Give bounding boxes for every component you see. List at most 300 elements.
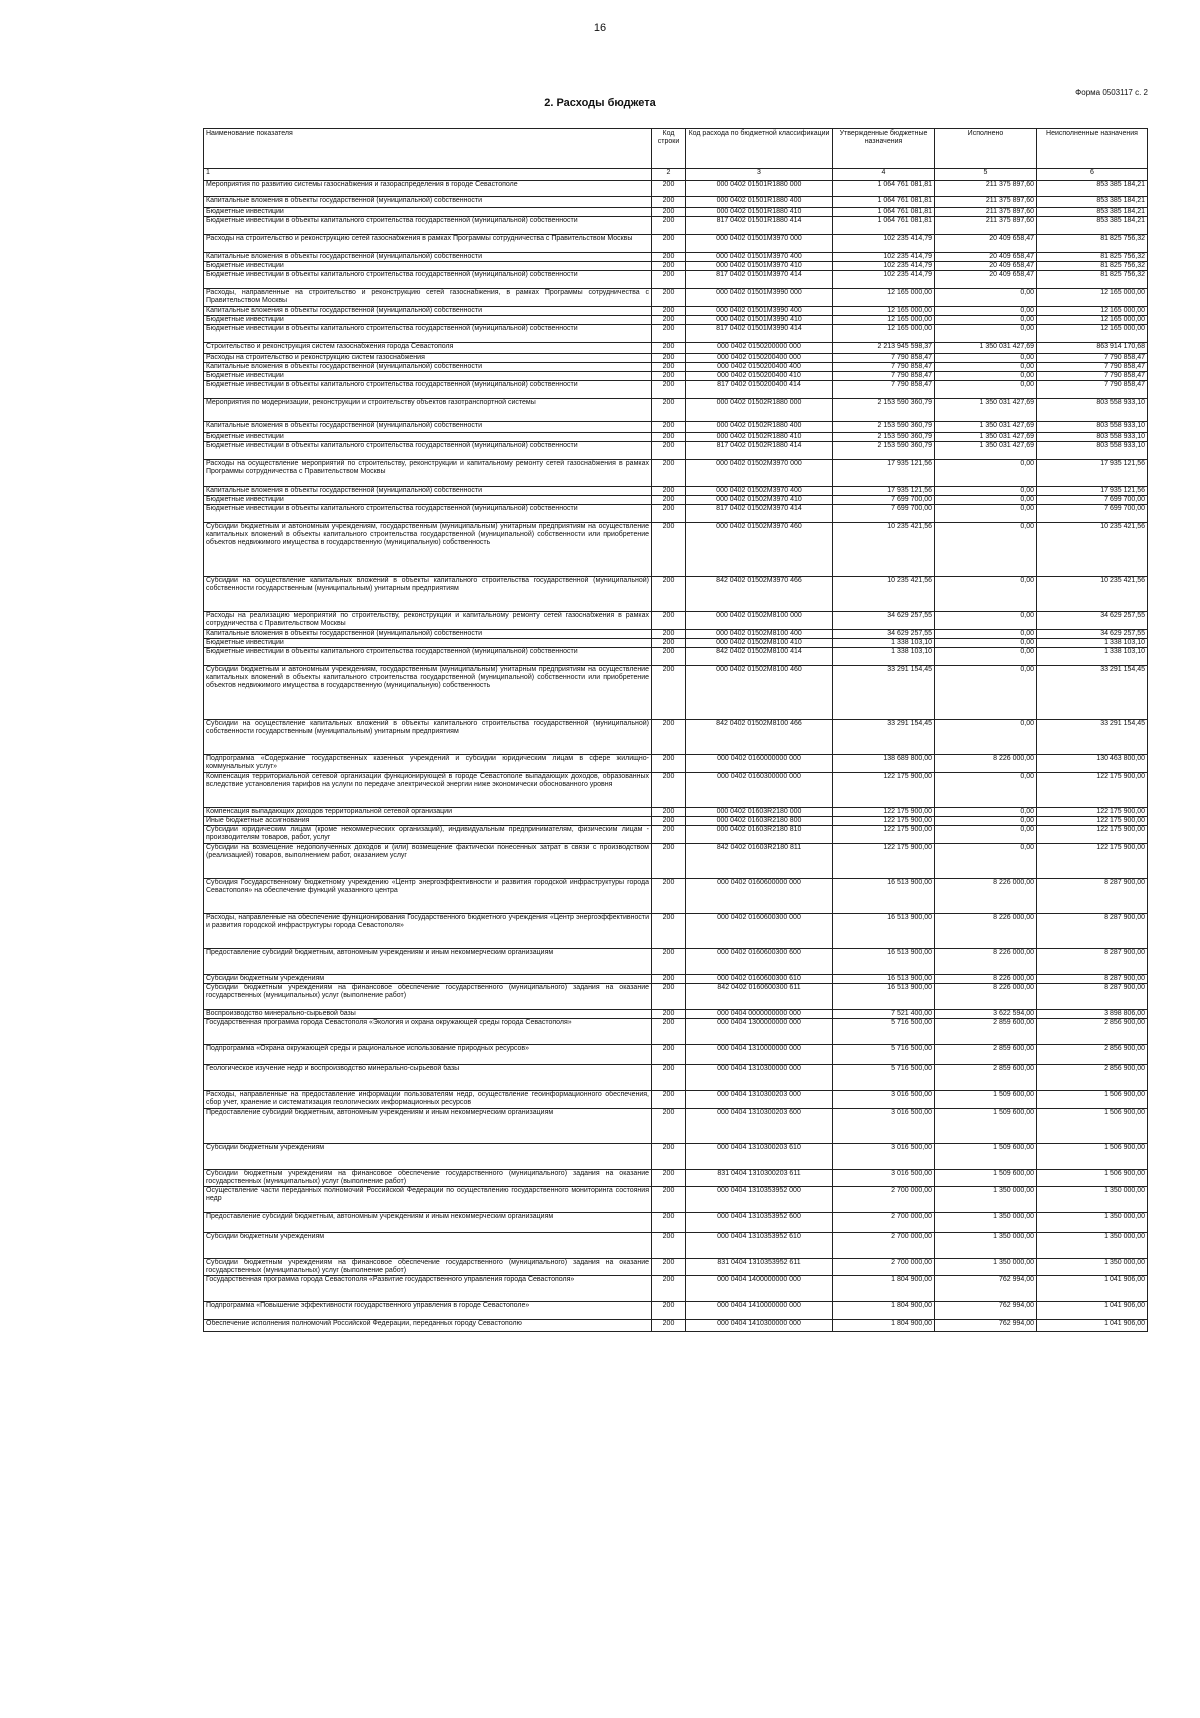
row-name: Подпрограмма «Охрана окружающей среды и рациональное использование природных ресурсов» bbox=[204, 1045, 652, 1065]
table-row bbox=[204, 307, 1148, 316]
row-approved: 16 513 900,00 bbox=[833, 879, 935, 914]
row-remaining: 2 856 900,00 bbox=[1037, 1019, 1148, 1045]
row-executed: 762 994,00 bbox=[935, 1276, 1037, 1302]
row-approved: 2 153 590 360,79 bbox=[833, 433, 935, 442]
row-name: Геологическое изучение недр и воспроизводство минерально-сырьевой базы bbox=[204, 1065, 652, 1091]
row-executed: 0,00 bbox=[935, 381, 1037, 399]
row-executed: 0,00 bbox=[935, 639, 1037, 648]
row-approved: 7 521 400,00 bbox=[833, 1010, 935, 1019]
column-number: 1 bbox=[204, 169, 652, 181]
row-remaining: 130 463 800,00 bbox=[1037, 755, 1148, 773]
row-remaining: 1 350 000,00 bbox=[1037, 1233, 1148, 1259]
row-approved: 122 175 900,00 bbox=[833, 844, 935, 879]
row-executed: 2 859 600,00 bbox=[935, 1045, 1037, 1065]
row-line-code: 200 bbox=[652, 879, 686, 914]
row-classification-code: 000 0402 01501M3990 410 bbox=[686, 316, 833, 325]
column-number: 4 bbox=[833, 169, 935, 181]
row-approved: 1 064 761 081,81 bbox=[833, 208, 935, 217]
row-remaining: 1 350 000,00 bbox=[1037, 1213, 1148, 1233]
row-line-code: 200 bbox=[652, 307, 686, 316]
row-remaining: 12 165 000,00 bbox=[1037, 289, 1148, 307]
row-classification-code: 000 0402 0160000000 000 bbox=[686, 755, 833, 773]
row-remaining: 81 825 756,32 bbox=[1037, 253, 1148, 262]
row-classification-code: 000 0402 01502R1880 400 bbox=[686, 422, 833, 433]
row-classification-code: 817 0402 01502M3970 414 bbox=[686, 505, 833, 523]
page-title: 2. Расходы бюджета bbox=[544, 97, 656, 109]
row-executed: 0,00 bbox=[935, 496, 1037, 505]
column-number: 5 bbox=[935, 169, 1037, 181]
row-remaining: 803 558 933,10 bbox=[1037, 399, 1148, 422]
row-classification-code: 000 0402 01603R2180 800 bbox=[686, 817, 833, 826]
row-line-code: 200 bbox=[652, 523, 686, 577]
row-executed: 0,00 bbox=[935, 354, 1037, 363]
row-remaining: 81 825 756,32 bbox=[1037, 271, 1148, 289]
row-name: Расходы на строительство и реконструкцию сетей газоснабжения в рамках Программы сотрудничества с Правительством Москвы bbox=[204, 235, 652, 253]
table-row bbox=[204, 433, 1148, 442]
row-approved: 1 804 900,00 bbox=[833, 1302, 935, 1320]
table-row bbox=[204, 914, 1148, 949]
header-classification-code: Код расхода по бюджетной классификации bbox=[686, 129, 833, 169]
row-remaining: 7 790 858,47 bbox=[1037, 354, 1148, 363]
row-classification-code: 842 0402 01502M8100 414 bbox=[686, 648, 833, 666]
row-classification-code: 000 0402 01501R1880 000 bbox=[686, 181, 833, 197]
row-remaining: 34 629 257,55 bbox=[1037, 630, 1148, 639]
row-classification-code: 000 0404 1300000000 000 bbox=[686, 1019, 833, 1045]
row-line-code: 200 bbox=[652, 181, 686, 197]
table-row bbox=[204, 523, 1148, 577]
row-classification-code: 817 0402 01502R1880 414 bbox=[686, 442, 833, 460]
row-name: Бюджетные инвестиции в объекты капитального строительства государственной (муниципальной) собственности bbox=[204, 442, 652, 460]
row-executed: 1 350 031 427,69 bbox=[935, 422, 1037, 433]
row-executed: 211 375 897,60 bbox=[935, 217, 1037, 235]
row-remaining: 1 041 906,00 bbox=[1037, 1276, 1148, 1302]
row-executed: 211 375 897,60 bbox=[935, 208, 1037, 217]
row-remaining: 7 790 858,47 bbox=[1037, 363, 1148, 372]
table-row bbox=[204, 844, 1148, 879]
row-name: Субсидии бюджетным и автономным учреждениям, государственным (муниципальным) унитарным предприятиям на осуществление капитальных вложений в объекты капитального строительства государственной (муниципальной) собственности или приобретение объектов недвижимого имущества в государственную (муниципальную) собственность bbox=[204, 523, 652, 577]
row-name: Предоставление субсидий бюджетным, автономным учреждениям и иным некоммерческим организациям bbox=[204, 1109, 652, 1144]
row-executed: 3 622 594,00 bbox=[935, 1010, 1037, 1019]
row-remaining: 1 506 900,00 bbox=[1037, 1144, 1148, 1170]
row-name: Бюджетные инвестиции в объекты капитального строительства государственной (муниципальной) собственности bbox=[204, 648, 652, 666]
row-classification-code: 000 0404 1410000000 000 bbox=[686, 1302, 833, 1320]
row-line-code: 200 bbox=[652, 1233, 686, 1259]
row-approved: 12 165 000,00 bbox=[833, 316, 935, 325]
row-executed: 1 350 031 427,69 bbox=[935, 433, 1037, 442]
row-classification-code: 000 0402 01502M3970 410 bbox=[686, 496, 833, 505]
row-line-code: 200 bbox=[652, 496, 686, 505]
row-name: Субсидии бюджетным и автономным учреждениям, государственным (муниципальным) унитарным предприятиям на осуществление капитальных вложений в объекты капитального строительства государственной (муниципальной) собственности или приобретение объектов недвижимого имущества в государственную (муниципальную) собственность bbox=[204, 666, 652, 720]
table-row bbox=[204, 1276, 1148, 1302]
row-name: Государственная программа города Севастополя «Развитие государственного управления города Севастополя» bbox=[204, 1276, 652, 1302]
table-row bbox=[204, 720, 1148, 755]
row-line-code: 200 bbox=[652, 422, 686, 433]
row-line-code: 200 bbox=[652, 505, 686, 523]
row-classification-code: 000 0402 01501M3990 400 bbox=[686, 307, 833, 316]
table-row bbox=[204, 208, 1148, 217]
row-approved: 1 804 900,00 bbox=[833, 1276, 935, 1302]
row-line-code: 200 bbox=[652, 1109, 686, 1144]
row-classification-code: 000 0402 01502M8100 000 bbox=[686, 612, 833, 630]
row-name: Предоставление субсидий бюджетным, автономным учреждениям и иным некоммерческим организациям bbox=[204, 1213, 652, 1233]
row-approved: 122 175 900,00 bbox=[833, 817, 935, 826]
row-remaining: 853 385 184,21 bbox=[1037, 181, 1148, 197]
table-header-row bbox=[204, 129, 1148, 169]
row-name: Субсидии бюджетным учреждениям на финансовое обеспечение государственного (муниципального) задания на оказание государственных (муниципальных) услуг (выполнение работ) bbox=[204, 1259, 652, 1276]
row-remaining: 33 291 154,45 bbox=[1037, 720, 1148, 755]
row-classification-code: 000 0404 1310300203 000 bbox=[686, 1091, 833, 1109]
row-remaining: 34 629 257,55 bbox=[1037, 612, 1148, 630]
row-classification-code: 000 0402 01603R2180 000 bbox=[686, 808, 833, 817]
row-line-code: 200 bbox=[652, 235, 686, 253]
row-line-code: 200 bbox=[652, 1302, 686, 1320]
row-line-code: 200 bbox=[652, 630, 686, 639]
row-remaining: 1 350 000,00 bbox=[1037, 1259, 1148, 1276]
row-classification-code: 842 0402 0160600300 611 bbox=[686, 984, 833, 1010]
row-classification-code: 000 0402 01502M3970 400 bbox=[686, 487, 833, 496]
row-executed: 0,00 bbox=[935, 460, 1037, 487]
row-executed: 20 409 658,47 bbox=[935, 271, 1037, 289]
row-name: Бюджетные инвестиции в объекты капитального строительства государственной (муниципальной) собственности bbox=[204, 271, 652, 289]
row-line-code: 200 bbox=[652, 372, 686, 381]
row-remaining: 1 506 900,00 bbox=[1037, 1091, 1148, 1109]
row-name: Компенсация территориальной сетевой организации функционирующей в городе Севастополе выпадающих доходов, образованных вследствие установления тарифов на услуги по передаче электрической энергии ниже экономически обоснованного уровня bbox=[204, 773, 652, 808]
table-row bbox=[204, 325, 1148, 343]
page-number: 16 bbox=[593, 22, 607, 34]
row-line-code: 200 bbox=[652, 399, 686, 422]
row-executed: 0,00 bbox=[935, 505, 1037, 523]
header-indicator-name: Наименование показателя bbox=[204, 129, 652, 169]
row-remaining: 803 558 933,10 bbox=[1037, 433, 1148, 442]
table-row bbox=[204, 1065, 1148, 1091]
row-remaining: 2 856 900,00 bbox=[1037, 1045, 1148, 1065]
row-executed: 762 994,00 bbox=[935, 1320, 1037, 1332]
row-remaining: 17 935 121,56 bbox=[1037, 460, 1148, 487]
table-row bbox=[204, 399, 1148, 422]
row-line-code: 200 bbox=[652, 666, 686, 720]
row-classification-code: 000 0404 1410300000 000 bbox=[686, 1320, 833, 1332]
row-remaining: 1 041 906,00 bbox=[1037, 1320, 1148, 1332]
row-approved: 2 153 590 360,79 bbox=[833, 399, 935, 422]
row-classification-code: 842 0402 01502M3970 466 bbox=[686, 577, 833, 612]
row-line-code: 200 bbox=[652, 826, 686, 844]
row-name: Бюджетные инвестиции bbox=[204, 262, 652, 271]
row-name: Бюджетные инвестиции в объекты капитального строительства государственной (муниципальной) собственности bbox=[204, 217, 652, 235]
row-name: Осуществление части переданных полномочий Российской Федерации по осуществлению государственного мониторинга состояния недр bbox=[204, 1187, 652, 1213]
table-row bbox=[204, 975, 1148, 984]
row-remaining: 803 558 933,10 bbox=[1037, 442, 1148, 460]
row-name: Мероприятия по развитию системы газоснабжения и газораспределения в городе Севастополе bbox=[204, 181, 652, 197]
row-line-code: 200 bbox=[652, 1259, 686, 1276]
row-classification-code: 842 0402 01603R2180 811 bbox=[686, 844, 833, 879]
row-classification-code: 000 0402 0150200400 410 bbox=[686, 372, 833, 381]
row-line-code: 200 bbox=[652, 720, 686, 755]
row-executed: 211 375 897,60 bbox=[935, 181, 1037, 197]
table-row bbox=[204, 217, 1148, 235]
row-name: Воспроизводство минерально-сырьевой базы bbox=[204, 1010, 652, 1019]
row-line-code: 200 bbox=[652, 1091, 686, 1109]
row-name: Капитальные вложения в объекты государственной (муниципальной) собственности bbox=[204, 197, 652, 208]
table-row bbox=[204, 648, 1148, 666]
row-classification-code: 000 0402 01502M3970 460 bbox=[686, 523, 833, 577]
column-number: 3 bbox=[686, 169, 833, 181]
row-line-code: 200 bbox=[652, 1065, 686, 1091]
table-row bbox=[204, 1010, 1148, 1019]
row-approved: 1 064 761 081,81 bbox=[833, 217, 935, 235]
row-line-code: 200 bbox=[652, 271, 686, 289]
row-executed: 0,00 bbox=[935, 826, 1037, 844]
row-name: Обеспечение исполнения полномочий Российской Федерации, переданных городу Севастополю bbox=[204, 1320, 652, 1332]
row-executed: 1 350 000,00 bbox=[935, 1233, 1037, 1259]
row-remaining: 1 506 900,00 bbox=[1037, 1109, 1148, 1144]
row-executed: 1 509 600,00 bbox=[935, 1109, 1037, 1144]
row-line-code: 200 bbox=[652, 817, 686, 826]
row-executed: 0,00 bbox=[935, 612, 1037, 630]
row-executed: 0,00 bbox=[935, 648, 1037, 666]
row-line-code: 200 bbox=[652, 208, 686, 217]
table-row bbox=[204, 773, 1148, 808]
table-row bbox=[204, 755, 1148, 773]
row-classification-code: 000 0402 01501M3990 000 bbox=[686, 289, 833, 307]
table-row bbox=[204, 1213, 1148, 1233]
row-classification-code: 000 0402 0160600300 000 bbox=[686, 914, 833, 949]
row-approved: 1 804 900,00 bbox=[833, 1320, 935, 1332]
row-approved: 5 716 500,00 bbox=[833, 1019, 935, 1045]
table-row bbox=[204, 639, 1148, 648]
row-name: Расходы, направленные на предоставление информации пользователям недр, осуществление геоинформационного обеспечения, сбор учет, хранение и систематизация геологических информационных ресурсов bbox=[204, 1091, 652, 1109]
table-row bbox=[204, 505, 1148, 523]
row-remaining: 853 385 184,21 bbox=[1037, 208, 1148, 217]
row-name: Строительство и реконструкция систем газоснабжения города Севастополя bbox=[204, 343, 652, 354]
row-classification-code: 000 0402 01502R1880 000 bbox=[686, 399, 833, 422]
row-name: Бюджетные инвестиции в объекты капитального строительства государственной (муниципальной) собственности bbox=[204, 381, 652, 399]
row-remaining: 8 287 900,00 bbox=[1037, 975, 1148, 984]
row-classification-code: 000 0404 1310300203 610 bbox=[686, 1144, 833, 1170]
row-remaining: 1 338 103,10 bbox=[1037, 648, 1148, 666]
table-row bbox=[204, 496, 1148, 505]
row-approved: 1 064 761 081,81 bbox=[833, 197, 935, 208]
table-row bbox=[204, 817, 1148, 826]
row-classification-code: 000 0402 01501R1880 400 bbox=[686, 197, 833, 208]
row-remaining: 122 175 900,00 bbox=[1037, 773, 1148, 808]
table-row bbox=[204, 1109, 1148, 1144]
column-number-row bbox=[204, 169, 1148, 181]
row-approved: 1 338 103,10 bbox=[833, 648, 935, 666]
row-classification-code: 000 0404 1310353952 000 bbox=[686, 1187, 833, 1213]
row-executed: 211 375 897,60 bbox=[935, 197, 1037, 208]
row-name: Капитальные вложения в объекты государственной (муниципальной) собственности bbox=[204, 253, 652, 262]
row-name: Бюджетные инвестиции bbox=[204, 316, 652, 325]
row-approved: 5 716 500,00 bbox=[833, 1065, 935, 1091]
row-line-code: 200 bbox=[652, 577, 686, 612]
table-row bbox=[204, 197, 1148, 208]
row-remaining: 8 287 900,00 bbox=[1037, 914, 1148, 949]
row-remaining: 8 287 900,00 bbox=[1037, 949, 1148, 975]
row-name: Субсидии бюджетным учреждениям bbox=[204, 1144, 652, 1170]
row-name: Субсидия Государственному бюджетному учреждению «Центр энергоэффективности и развития городской инфраструктуры города Севастополя» на обеспечение функций указанного центра bbox=[204, 879, 652, 914]
row-name: Субсидии на осуществление капитальных вложений в объекты капитального строительства государственной (муниципальной) собственности государственным (муниципальным) унитарным предприятиям bbox=[204, 720, 652, 755]
row-line-code: 200 bbox=[652, 433, 686, 442]
column-number: 6 bbox=[1037, 169, 1148, 181]
row-approved: 2 153 590 360,79 bbox=[833, 442, 935, 460]
row-classification-code: 000 0402 01502M8100 400 bbox=[686, 630, 833, 639]
row-approved: 122 175 900,00 bbox=[833, 826, 935, 844]
row-approved: 34 629 257,55 bbox=[833, 612, 935, 630]
row-classification-code: 000 0404 1310300000 000 bbox=[686, 1065, 833, 1091]
column-number: 2 bbox=[652, 169, 686, 181]
table-row bbox=[204, 372, 1148, 381]
table-row bbox=[204, 1320, 1148, 1332]
table-row bbox=[204, 1233, 1148, 1259]
row-executed: 0,00 bbox=[935, 523, 1037, 577]
row-classification-code: 000 0402 0150200000 000 bbox=[686, 343, 833, 354]
row-classification-code: 817 0402 01501M3990 414 bbox=[686, 325, 833, 343]
table-row bbox=[204, 577, 1148, 612]
row-approved: 33 291 154,45 bbox=[833, 666, 935, 720]
row-approved: 10 235 421,56 bbox=[833, 577, 935, 612]
row-name: Расходы на реализацию мероприятий по строительству, реконструкции и капитальному ремонту сетей газоснабжения в рамках сотрудничества с Правительством Москвы bbox=[204, 612, 652, 630]
row-executed: 0,00 bbox=[935, 720, 1037, 755]
row-line-code: 200 bbox=[652, 442, 686, 460]
row-line-code: 200 bbox=[652, 984, 686, 1010]
row-approved: 2 153 590 360,79 bbox=[833, 422, 935, 433]
row-name: Субсидии на осуществление капитальных вложений в объекты капитального строительства государственной (муниципальной) собственности государственным (муниципальным) унитарным предприятиям bbox=[204, 577, 652, 612]
header-executed: Исполнено bbox=[935, 129, 1037, 169]
row-line-code: 200 bbox=[652, 844, 686, 879]
row-classification-code: 000 0402 01502M8100 460 bbox=[686, 666, 833, 720]
row-line-code: 200 bbox=[652, 1019, 686, 1045]
row-line-code: 200 bbox=[652, 914, 686, 949]
row-approved: 3 016 500,00 bbox=[833, 1170, 935, 1187]
row-name: Подпрограмма «Повышение эффективности государственного управления в городе Севастополе» bbox=[204, 1302, 652, 1320]
row-line-code: 200 bbox=[652, 354, 686, 363]
row-executed: 8 226 000,00 bbox=[935, 914, 1037, 949]
row-executed: 0,00 bbox=[935, 577, 1037, 612]
row-classification-code: 000 0402 01501M3970 400 bbox=[686, 253, 833, 262]
row-classification-code: 000 0402 01501R1880 410 bbox=[686, 208, 833, 217]
row-classification-code: 817 0402 01501M3970 414 bbox=[686, 271, 833, 289]
row-remaining: 863 914 170,68 bbox=[1037, 343, 1148, 354]
row-executed: 0,00 bbox=[935, 316, 1037, 325]
row-executed: 0,00 bbox=[935, 808, 1037, 817]
row-classification-code: 842 0402 01502M8100 466 bbox=[686, 720, 833, 755]
table-row bbox=[204, 1302, 1148, 1320]
row-approved: 138 689 800,00 bbox=[833, 755, 935, 773]
row-executed: 8 226 000,00 bbox=[935, 949, 1037, 975]
table-body bbox=[204, 181, 1148, 1332]
row-approved: 7 699 700,00 bbox=[833, 505, 935, 523]
row-approved: 3 016 500,00 bbox=[833, 1109, 935, 1144]
table-row bbox=[204, 630, 1148, 639]
row-classification-code: 000 0404 1310353952 610 bbox=[686, 1233, 833, 1259]
row-approved: 102 235 414,79 bbox=[833, 262, 935, 271]
row-executed: 8 226 000,00 bbox=[935, 879, 1037, 914]
row-approved: 7 790 858,47 bbox=[833, 363, 935, 372]
row-executed: 1 509 600,00 bbox=[935, 1091, 1037, 1109]
row-name: Капитальные вложения в объекты государственной (муниципальной) собственности bbox=[204, 363, 652, 372]
row-classification-code: 000 0404 1310300203 600 bbox=[686, 1109, 833, 1144]
row-executed: 1 350 000,00 bbox=[935, 1259, 1037, 1276]
row-name: Расходы на строительство и реконструкцию систем газоснабжения bbox=[204, 354, 652, 363]
expenditure-table bbox=[203, 128, 1148, 1332]
table-row bbox=[204, 826, 1148, 844]
table-row bbox=[204, 354, 1148, 363]
row-classification-code: 000 0402 01502M8100 410 bbox=[686, 639, 833, 648]
row-name: Бюджетные инвестиции bbox=[204, 372, 652, 381]
row-executed: 8 226 000,00 bbox=[935, 975, 1037, 984]
row-executed: 1 350 031 427,69 bbox=[935, 399, 1037, 422]
row-approved: 16 513 900,00 bbox=[833, 975, 935, 984]
row-remaining: 8 287 900,00 bbox=[1037, 984, 1148, 1010]
table-row bbox=[204, 808, 1148, 817]
row-remaining: 803 558 933,10 bbox=[1037, 422, 1148, 433]
header-approved: Утвержденные бюджетные назначения bbox=[833, 129, 935, 169]
row-remaining: 122 175 900,00 bbox=[1037, 817, 1148, 826]
row-line-code: 200 bbox=[652, 1144, 686, 1170]
row-remaining: 12 165 000,00 bbox=[1037, 316, 1148, 325]
row-name: Бюджетные инвестиции в объекты капитального строительства государственной (муниципальной) собственности bbox=[204, 505, 652, 523]
table-row bbox=[204, 381, 1148, 399]
row-executed: 0,00 bbox=[935, 289, 1037, 307]
table-row bbox=[204, 1170, 1148, 1187]
row-approved: 1 064 761 081,81 bbox=[833, 181, 935, 197]
row-executed: 20 409 658,47 bbox=[935, 253, 1037, 262]
row-executed: 0,00 bbox=[935, 844, 1037, 879]
row-remaining: 853 385 184,21 bbox=[1037, 197, 1148, 208]
row-classification-code: 000 0402 0160600000 000 bbox=[686, 879, 833, 914]
row-approved: 16 513 900,00 bbox=[833, 914, 935, 949]
row-name: Бюджетные инвестиции bbox=[204, 496, 652, 505]
table-row bbox=[204, 422, 1148, 433]
row-approved: 12 165 000,00 bbox=[833, 325, 935, 343]
row-name: Капитальные вложения в объекты государственной (муниципальной) собственности bbox=[204, 487, 652, 496]
table-row bbox=[204, 363, 1148, 372]
row-classification-code: 000 0402 01501M3970 000 bbox=[686, 235, 833, 253]
row-executed: 0,00 bbox=[935, 630, 1037, 639]
row-line-code: 200 bbox=[652, 612, 686, 630]
row-classification-code: 000 0404 0000000000 000 bbox=[686, 1010, 833, 1019]
row-executed: 1 350 031 427,69 bbox=[935, 442, 1037, 460]
row-line-code: 200 bbox=[652, 460, 686, 487]
table-row bbox=[204, 1187, 1148, 1213]
table-row bbox=[204, 612, 1148, 630]
row-approved: 2 700 000,00 bbox=[833, 1213, 935, 1233]
table-row bbox=[204, 666, 1148, 720]
table-row bbox=[204, 879, 1148, 914]
row-approved: 10 235 421,56 bbox=[833, 523, 935, 577]
row-remaining: 81 825 756,32 bbox=[1037, 235, 1148, 253]
row-remaining: 7 699 700,00 bbox=[1037, 496, 1148, 505]
row-remaining: 122 175 900,00 bbox=[1037, 844, 1148, 879]
row-name: Подпрограмма «Содержание государственных казенных учреждений и субсидии юридическим лицам в сфере жилищно-коммунальных услуг» bbox=[204, 755, 652, 773]
row-classification-code: 000 0404 1310353952 600 bbox=[686, 1213, 833, 1233]
row-name: Государственная программа города Севастополя «Экология и охрана окружающей среды города Севастополя» bbox=[204, 1019, 652, 1045]
row-classification-code: 000 0402 0160600300 600 bbox=[686, 949, 833, 975]
row-remaining: 122 175 900,00 bbox=[1037, 826, 1148, 844]
row-approved: 3 016 500,00 bbox=[833, 1144, 935, 1170]
table-row bbox=[204, 1259, 1148, 1276]
row-line-code: 200 bbox=[652, 639, 686, 648]
table-row bbox=[204, 316, 1148, 325]
row-classification-code: 000 0402 0150200400 000 bbox=[686, 354, 833, 363]
row-approved: 102 235 414,79 bbox=[833, 253, 935, 262]
row-remaining: 1 350 000,00 bbox=[1037, 1187, 1148, 1213]
row-name: Бюджетные инвестиции bbox=[204, 639, 652, 648]
table-row bbox=[204, 460, 1148, 487]
table-row bbox=[204, 253, 1148, 262]
row-executed: 0,00 bbox=[935, 307, 1037, 316]
row-remaining: 122 175 900,00 bbox=[1037, 808, 1148, 817]
